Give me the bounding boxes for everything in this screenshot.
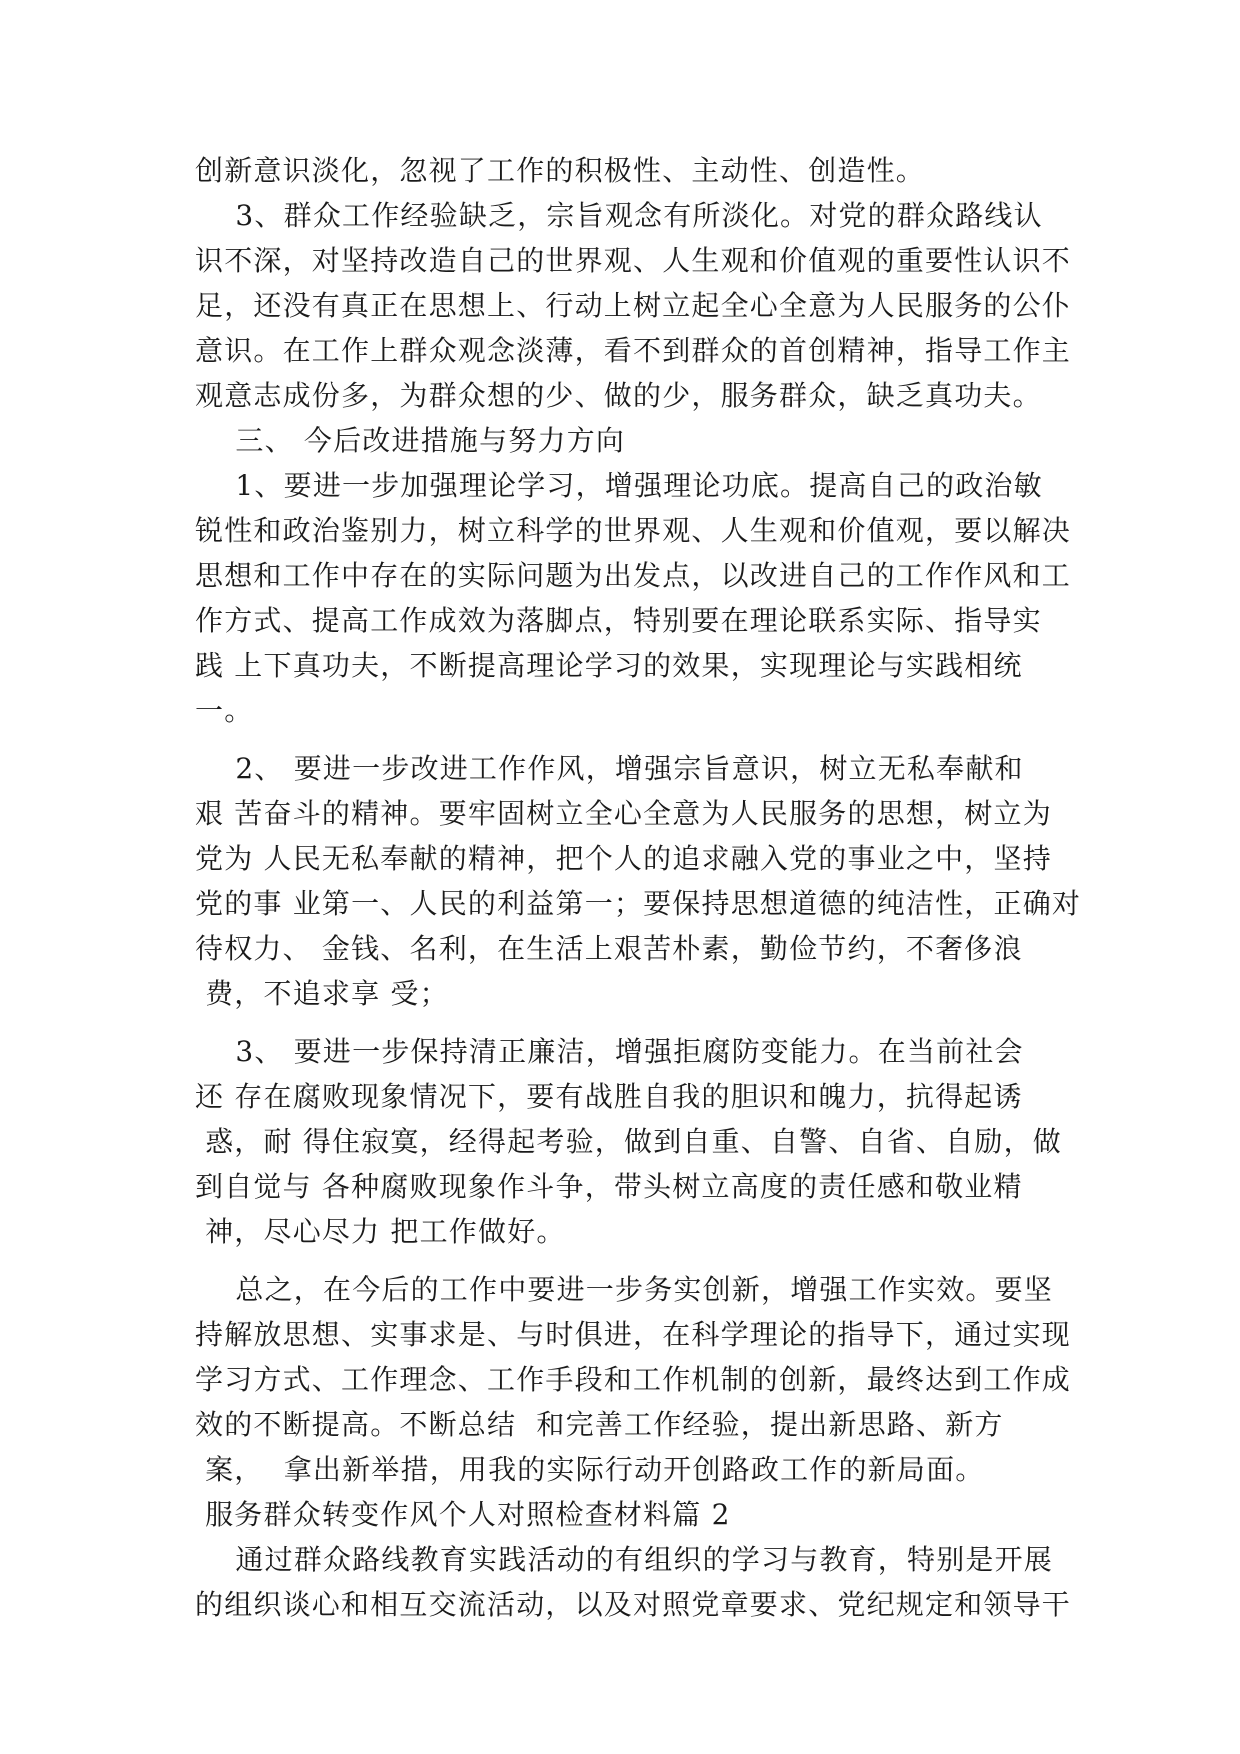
- text-line: 通过群众路线教育实践活动的有组织的学习与教育，特别是开展: [195, 1543, 1054, 1576]
- text-line: 神，尽心尽力 把工作做好。: [195, 1215, 566, 1248]
- text-line: 一。: [195, 694, 254, 727]
- text-line: 足，还没有真正在思想上、行动上树立起全心全意为人民服务的公仆: [195, 289, 1072, 322]
- text-line: 总之，在今后的工作中要进一步务实创新，增强工作实效。要坚: [195, 1273, 1054, 1306]
- text-line: 3、群众工作经验缺乏，宗旨观念有所淡化。对党的群众路线认: [195, 199, 1043, 232]
- text-line: 锐性和政治鉴别力，树立科学的世界观、人生观和价值观，要以解决: [195, 514, 1072, 547]
- text-line: 党为 人民无私奉献的精神，把个人的追求融入党的事业之中，坚持: [195, 842, 1052, 875]
- text-line: 1、要进一步加强理论学习，增强理论功底。提高自己的政治敏: [195, 469, 1043, 502]
- text-line: 案， 拿出新举措，用我的实际行动开创路政工作的新局面。: [195, 1453, 985, 1486]
- text-line: 2、 要进一步改进工作作风，增强宗旨意识，树立无私奉献和: [195, 752, 1024, 785]
- text-line: 艰 苦奋斗的精神。要牢固树立全心全意为人民服务的思想，树立为: [195, 797, 1052, 830]
- section-heading: 三、 今后改进措施与努力方向: [195, 424, 626, 457]
- text-line: 3、 要进一步保持清正廉洁，增强拒腐防变能力。在当前社会: [195, 1035, 1024, 1068]
- text-line: 效的不断提高。不断总结 和完善工作经验，提出新思路、新方: [195, 1408, 1004, 1441]
- text-line: 费，不追求享 受；: [195, 977, 449, 1010]
- paragraph-gap: [195, 733, 1065, 746]
- text-line: 践 上下真功夫，不断提高理论学习的效果，实现理论与实践相统: [195, 649, 1023, 682]
- text-line: 思想和工作中存在的实际问题为出发点，以改进自己的工作作风和工: [195, 559, 1072, 592]
- text-line: 惑，耐 得住寂寞，经得起考验，做到自重、自警、自省、自励，做: [195, 1125, 1063, 1158]
- text-line: 意识。在工作上群众观念淡薄，看不到群众的首创精神，指导工作主: [195, 334, 1072, 367]
- text-line: 持解放思想、实事求是、与时俱进，在科学理论的指导下，通过实现: [195, 1318, 1072, 1351]
- text-line: 到自觉与 各种腐败现象作斗争，带头树立高度的责任感和敬业精: [195, 1170, 1023, 1203]
- paragraph-gap: [195, 1016, 1065, 1029]
- text-line: 识不深，对坚持改造自己的世界观、人生观和价值观的重要性认识不: [195, 244, 1072, 277]
- article-title: 服务群众转变作风个人对照检查材料篇 2: [195, 1498, 731, 1531]
- paragraph-gap: [195, 1254, 1065, 1267]
- text-line: 待权力、 金钱、名利，在生活上艰苦朴素，勤俭节约，不奢侈浪: [195, 932, 1023, 965]
- text-line: 的组织谈心和相互交流活动，以及对照党章要求、党纪规定和领导干: [195, 1588, 1072, 1621]
- document-body: [195, 148, 1082, 1627]
- text-line: 学习方式、工作理念、工作手段和工作机制的创新，最终达到工作成: [195, 1363, 1072, 1396]
- text-line: 观意志成份多，为群众想的少、做的少，服务群众，缺乏真功夫。: [195, 379, 1042, 412]
- text-line: 还 存在腐败现象情况下，要有战胜自我的胆识和魄力，抗得起诱: [195, 1080, 1023, 1113]
- text-line: 创新意识淡化，忽视了工作的积极性、主动性、创造性。: [195, 154, 926, 187]
- text-line: 作方式、提高工作成效为落脚点，特别要在理论联系实际、指导实: [195, 604, 1042, 637]
- text-line: 党的事 业第一、人民的利益第一；要保持思想道德的纯洁性，正确对: [195, 887, 1082, 920]
